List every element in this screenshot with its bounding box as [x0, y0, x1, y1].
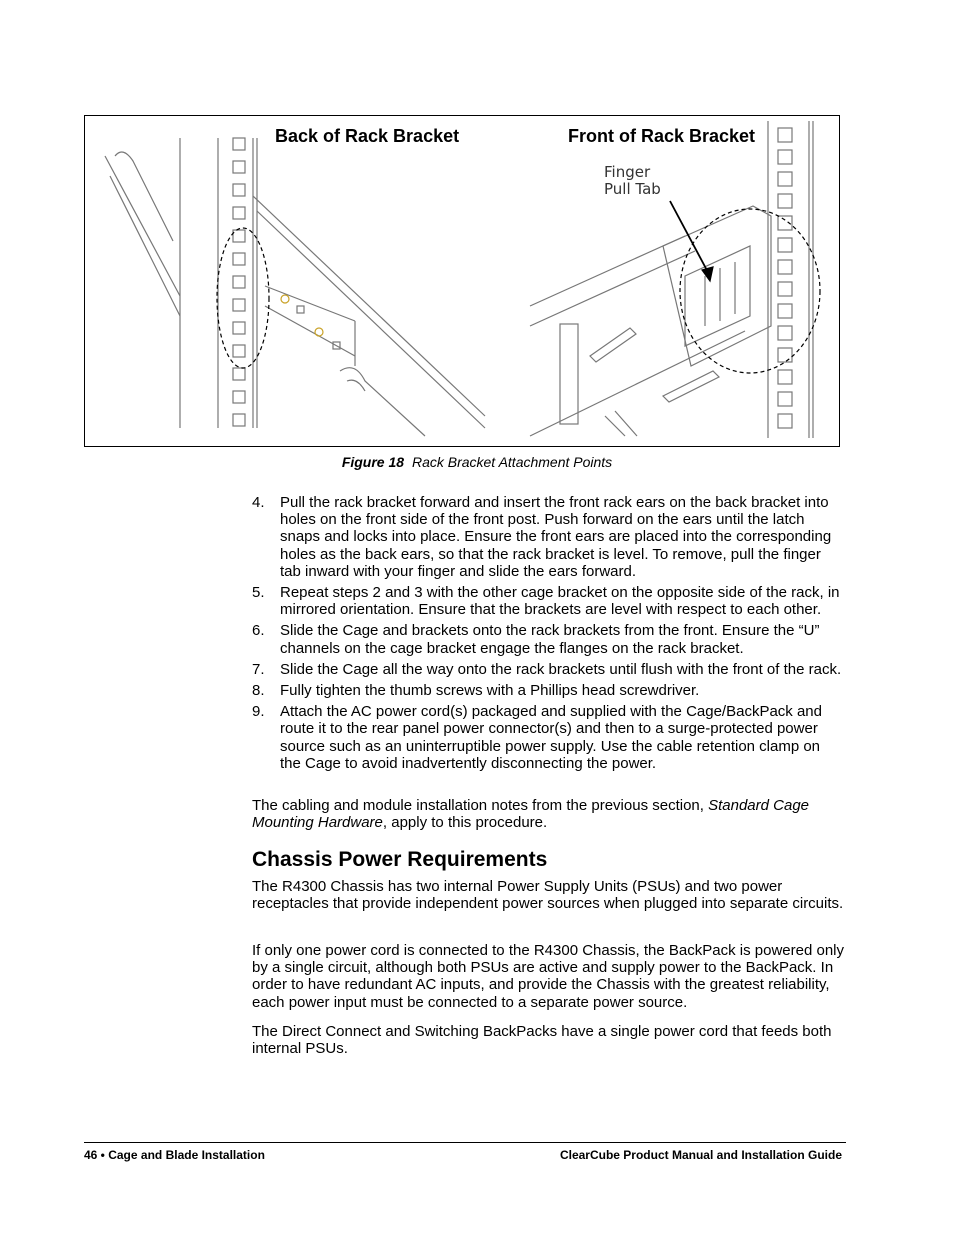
- section-heading: Chassis Power Requirements: [252, 848, 548, 871]
- rack-hole: [233, 276, 245, 288]
- rack-hole: [778, 326, 792, 340]
- back-bracket-drawing: [105, 138, 485, 436]
- section-paragraph-2: If only one power cord is connected to the R4300 Chassis, the BackPack is powered only by a single circuit, although both PSUs are active and supply power to the BackPack. In order to have redundant AC inputs, and provide the Chassis with the greatest reliability, each power input must be connected to a separate power source.: [252, 942, 844, 1011]
- footer-page-section: 46 • Cage and Blade Installation: [84, 1148, 265, 1162]
- rack-hole: [778, 194, 792, 208]
- step-number: 8.: [252, 682, 265, 700]
- rack-hole: [778, 304, 792, 318]
- rack-hole: [233, 322, 245, 334]
- list-item: [252, 494, 844, 580]
- list-item: [252, 584, 844, 618]
- step-text: Fully tighten the thumb screws with a Phillips head screwdriver.: [280, 682, 700, 700]
- rack-hole: [233, 299, 245, 311]
- step-number: 5.: [252, 584, 265, 602]
- rack-hole: [778, 414, 792, 428]
- step-text: Repeat steps 2 and 3 with the other cage bracket on the opposite side of the rack, in mirrored orientation. Ensure that the brackets are level with respect to each other.: [280, 584, 840, 619]
- rack-hole: [233, 391, 245, 403]
- rack-hole: [778, 238, 792, 252]
- footer-rule: [84, 1142, 846, 1143]
- step-text: Slide the Cage all the way onto the rack brackets until flush with the front of the rack.: [280, 660, 842, 678]
- step-number: 7.: [252, 660, 265, 678]
- rack-hole: [778, 348, 792, 362]
- step-text: Slide the Cage and brackets onto the rack brackets from the front. Ensure the “U” channels on the cage bracket engage the flanges on the rack bracket.: [280, 622, 820, 657]
- section-paragraph-3: The Direct Connect and Switching BackPacks have a single power cord that feeds both internal PSUs.: [252, 1023, 832, 1058]
- rack-hole: [233, 184, 245, 196]
- front-rack-holes: [778, 128, 792, 428]
- rack-hole: [233, 253, 245, 265]
- rack-hole: [233, 414, 245, 426]
- front-bracket-drawing: [530, 121, 820, 438]
- rack-hole: [233, 345, 245, 357]
- step-number: 4.: [252, 494, 265, 511]
- list-item: [252, 622, 844, 656]
- section-paragraph-1: The R4300 Chassis has two internal Power Supply Units (PSUs) and two power receptacles that provide independent power sources when plugged into separate circuits.: [252, 878, 844, 913]
- list-item: [252, 661, 844, 678]
- cabling-note: [252, 797, 844, 831]
- rack-hole: [778, 128, 792, 142]
- rack-hole: [778, 260, 792, 274]
- rack-hole: [778, 370, 792, 384]
- rack-hole: [233, 207, 245, 219]
- footer-document-title: ClearCube Product Manual and Installation Guide: [559, 1148, 842, 1162]
- rack-bracket-illustration: [85, 116, 840, 447]
- rack-hole: [233, 138, 245, 150]
- step-text: Attach the AC power cord(s) packaged and supplied with the Cage/BackPack and route it to the rear panel power connector(s) and then to a surge-protected power source such as an uninterruptible power supply. Use the cable retention clamp on the Cage to avoid inadvertently disconnecting the power.: [280, 703, 822, 772]
- rack-hole: [778, 392, 792, 406]
- list-item: [252, 682, 844, 699]
- step-text: Pull the rack bracket forward and insert the front rack ears on the back bracket into holes on the front side of the front post. Push forward on the ears until the latch snaps and locks into place. Ensure the front ears are placed into the corresponding holes as the back ears, so that the rack bracket is level. To remove, pull the finger tab inward with your finger and slide the ears forward.: [280, 494, 832, 580]
- rack-hole: [778, 282, 792, 296]
- rack-hole: [233, 161, 245, 173]
- procedure-steps: [252, 494, 844, 776]
- front-of-rack-label: Front of Rack Bracket: [568, 126, 756, 146]
- rack-hole: [778, 150, 792, 164]
- caption-number: Figure 18: [341, 454, 405, 470]
- back-rack-holes: [233, 138, 245, 426]
- list-item: [252, 703, 844, 772]
- caption-text: Rack Bracket Attachment Points: [411, 454, 613, 470]
- note-text: The cabling and module installation notes from the previous section,: [252, 797, 709, 814]
- step-number: 6.: [252, 622, 265, 640]
- rack-hole: [233, 368, 245, 380]
- note-text-end: , apply to this procedure.: [382, 814, 548, 832]
- figure-rack-bracket: [84, 115, 840, 447]
- rack-hole: [778, 172, 792, 186]
- finger-pull-tab-label: Finger Pull Tab: [604, 163, 661, 198]
- back-of-rack-label: Back of Rack Bracket: [275, 126, 460, 146]
- note-reference: Standard Cage Mounting Hardware: [252, 797, 809, 832]
- figure-caption: [0, 454, 954, 470]
- rack-hole: [233, 230, 245, 242]
- step-number: 9.: [252, 703, 265, 721]
